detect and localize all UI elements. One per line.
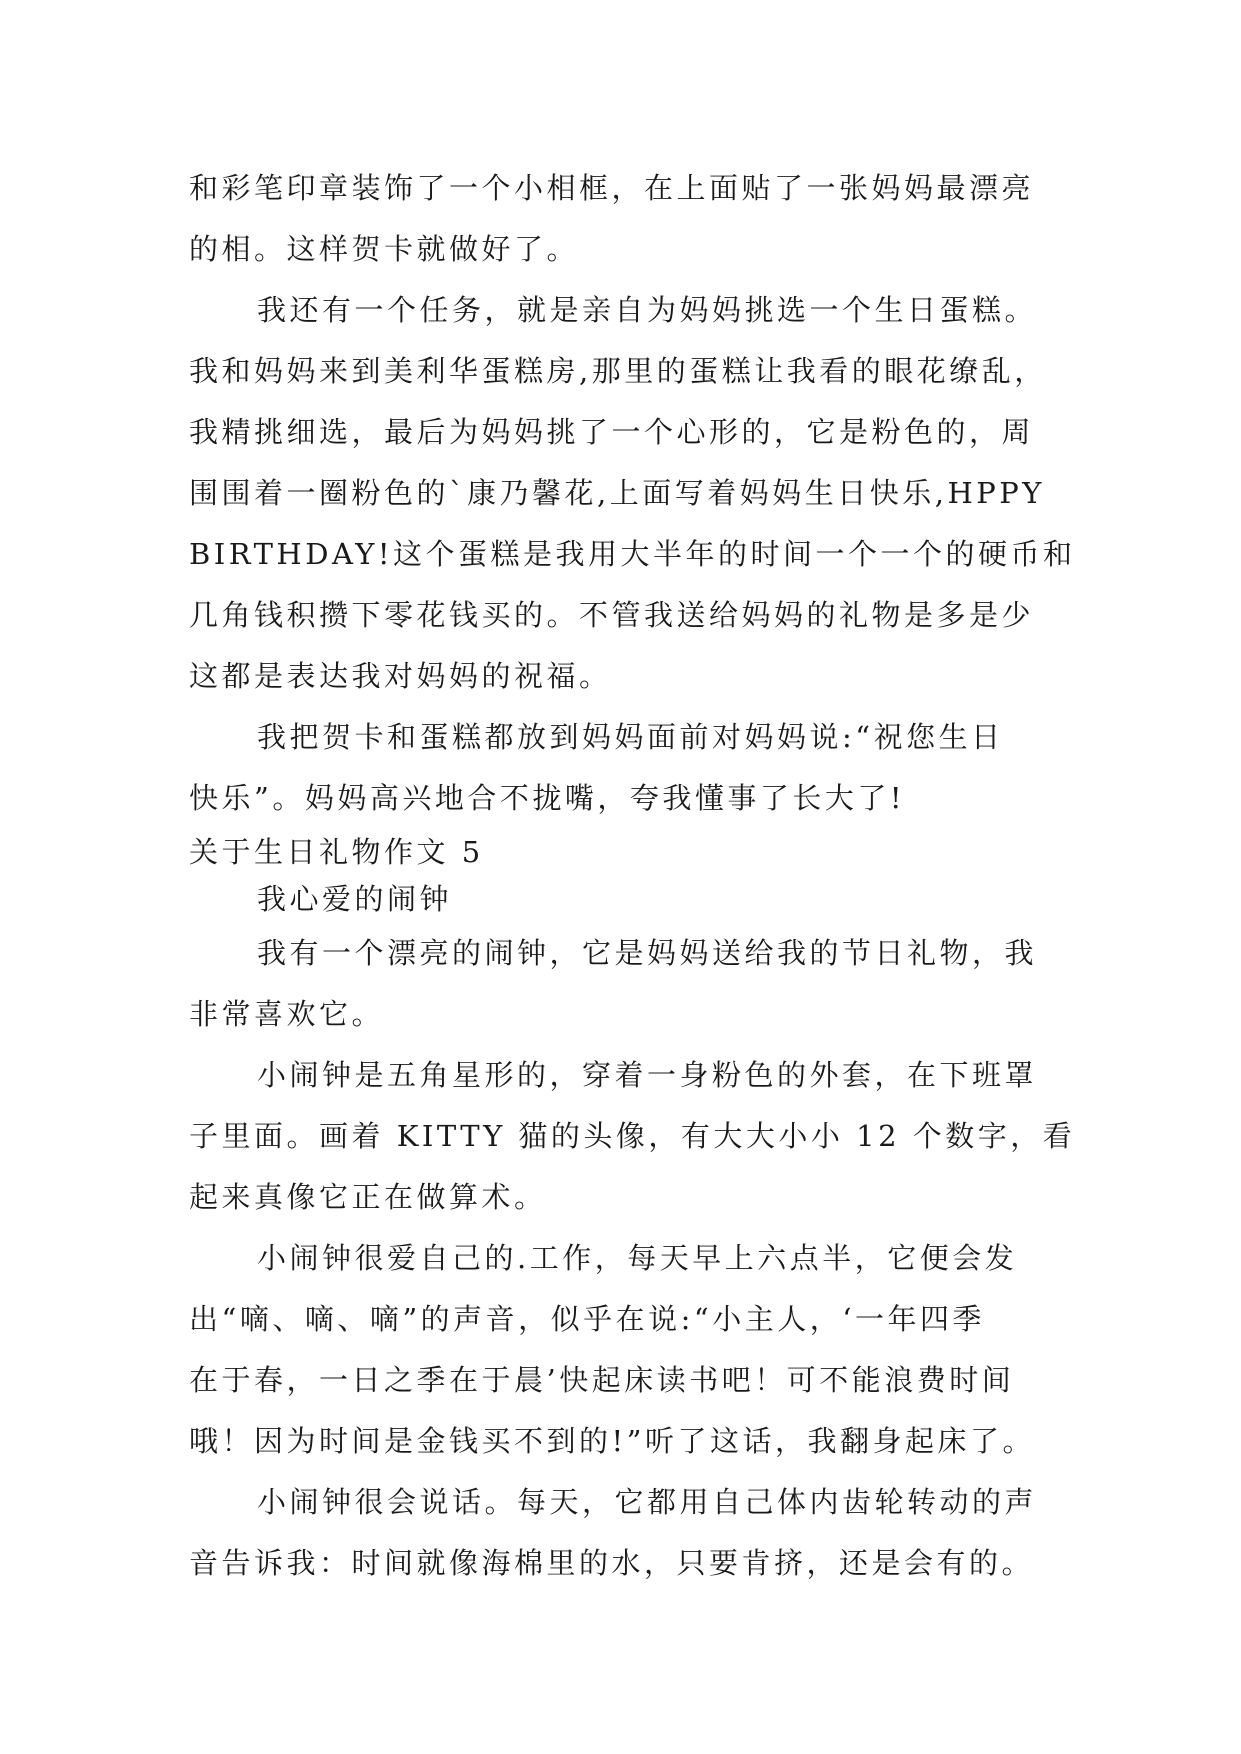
text-line: 在于春，一日之季在于晨’快起床读书吧！可不能浪费时间 bbox=[189, 1363, 1015, 1397]
text-line: 子里面。画着 KITTY 猫的头像，有大大小小 12 个数字，看 bbox=[189, 1119, 1076, 1153]
text-line: 我精挑细选，最后为妈妈挑了一个心形的，它是粉色的，周 bbox=[189, 415, 1035, 449]
text-line: 围围着一圈粉色的`康乃馨花,上面写着妈妈生日快乐,HPPY bbox=[189, 476, 1045, 510]
text-line: 这都是表达我对妈妈的祝福。 bbox=[189, 659, 612, 693]
text-line: 快乐”。妈妈高兴地合不拢嘴，夸我懂事了长大了! bbox=[189, 781, 905, 815]
text-line: 我把贺卡和蛋糕都放到妈妈面前对妈妈说:“祝您生日 bbox=[257, 720, 1004, 754]
text-line: 小闹钟很会说话。每天，它都用自己体内齿轮转动的声 bbox=[257, 1485, 1038, 1519]
text-line: 我还有一个任务，就是亲自为妈妈挑选一个生日蛋糕。 bbox=[257, 293, 1038, 327]
text-line: 小闹钟是五角星形的，穿着一身粉色的外套，在下班罩 bbox=[257, 1058, 1038, 1092]
text-line: 非常喜欢它。 bbox=[189, 997, 385, 1031]
text-line: 我心爱的闹钟 bbox=[257, 882, 453, 916]
text-line: 起来真像它正在做算术。 bbox=[189, 1180, 547, 1214]
text-line: 几角钱积攒下零花钱买的。不管我送给妈妈的礼物是多是少 bbox=[189, 598, 1035, 632]
text-line: 关于生日礼物作文 5 bbox=[189, 835, 484, 869]
text-line: 音告诉我：时间就像海棉里的水，只要肯挤，还是会有的。 bbox=[189, 1546, 1035, 1580]
text-line: BIRTHDAY!这个蛋糕是我用大半年的时间一个一个的硬币和 bbox=[189, 537, 1076, 571]
text-line: 小闹钟很爱自己的.工作，每天早上六点半，它便会发 bbox=[257, 1241, 1018, 1275]
text-line: 和彩笔印章装饰了一个小相框，在上面贴了一张妈妈最漂亮 bbox=[189, 171, 1035, 205]
text-line: 我有一个漂亮的闹钟，它是妈妈送给我的节日礼物，我 bbox=[257, 936, 1038, 970]
text-line: 哦！因为时间是金钱买不到的!”听了这话，我翻身起床了。 bbox=[189, 1424, 1035, 1458]
text-line: 出“嘀、嘀、嘀”的声音，似乎在说:“小主人，‘一年四季 bbox=[189, 1302, 985, 1336]
document-body bbox=[189, 158, 1076, 1594]
text-line: 我和妈妈来到美利华蛋糕房,那里的蛋糕让我看的眼花缭乱， bbox=[189, 354, 1047, 388]
text-line: 的相。这样贺卡就做好了。 bbox=[189, 232, 580, 266]
